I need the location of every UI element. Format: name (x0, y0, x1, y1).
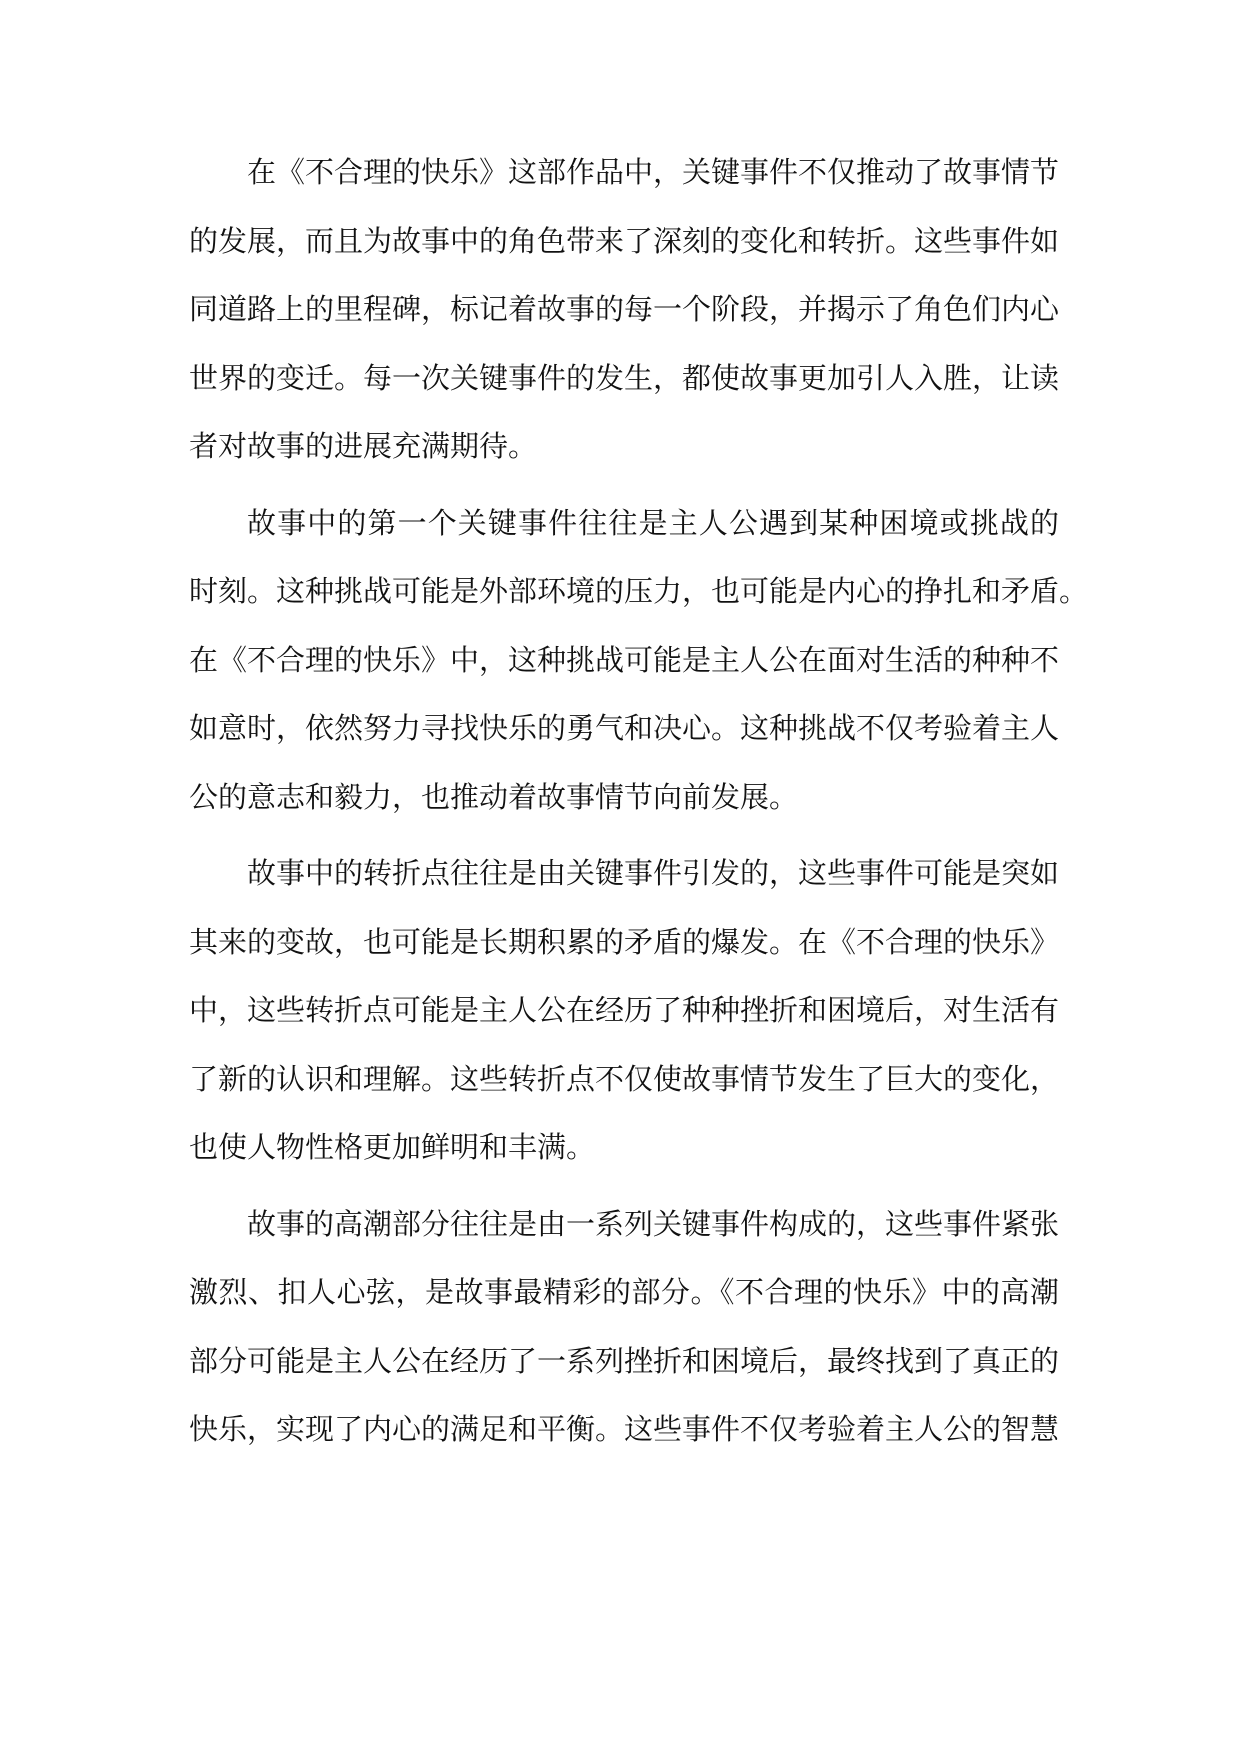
paragraph-2 (189, 495, 1089, 838)
text-line: 在《不合理的快乐》这部作品中，关键事件不仅推动了故事情节 (247, 155, 1060, 189)
text-line: 同道路上的里程碑，标记着故事的每一个阶段，并揭示了角色们内心 (189, 292, 1060, 326)
text-line: 故事中的第一个关键事件往往是主人公遇到某种困境或挑战的 (247, 505, 1059, 540)
text-line: 快乐，实现了内心的满足和平衡。这些事件不仅考验着主人公的智慧 (189, 1412, 1060, 1446)
text-line: 公的意志和毅力，也推动着故事情节向前发展。 (189, 779, 799, 814)
text-line: 了新的认识和理解。这些转折点不仅使故事情节发生了巨大的变化， (189, 1061, 1060, 1096)
text-line: 者对故事的进展充满期待。 (189, 429, 538, 463)
text-line: 如意时，依然努力寻找快乐的勇气和决心。这种挑战不仅考验着主人 (189, 711, 1060, 745)
paragraph-gap (189, 1188, 1059, 1196)
paragraph-gap (189, 837, 1059, 845)
text-line: 世界的变迁。每一次关键事件的发生，都使故事更加引人入胜，让读 (189, 360, 1060, 395)
body-text (189, 144, 1089, 1470)
text-line: 激烈、扣人心弦，是故事最精彩的部分。《不合理的快乐》中的高潮 (189, 1275, 1059, 1309)
paragraph-4 (189, 1196, 1059, 1470)
paragraph-1 (189, 144, 1059, 487)
text-line: 时刻。这种挑战可能是外部环境的压力，也可能是内心的挣扎和矛盾。 (189, 574, 1089, 608)
text-line: 中，这些转折点可能是主人公在经历了种种挫折和困境后，对生活有 (189, 993, 1060, 1027)
paragraph-3 (189, 845, 1059, 1188)
text-line: 故事的高潮部分往往是由一系列关键事件构成的，这些事件紧张 (247, 1206, 1060, 1241)
text-line: 也使人物性格更加鲜明和丰满。 (189, 1130, 596, 1164)
text-line: 部分可能是主人公在经历了一系列挫折和困境后，最终找到了真正的 (189, 1343, 1060, 1378)
text-line: 在《不合理的快乐》中，这种挑战可能是主人公在面对生活的种种不 (189, 642, 1060, 677)
paragraph-gap (189, 487, 1059, 495)
text-line: 故事中的转折点往往是由关键事件引发的，这些事件可能是突如 (247, 856, 1060, 890)
text-line: 的发展，而且为故事中的角色带来了深刻的变化和转折。这些事件如 (189, 223, 1060, 258)
text-line: 其来的变故，也可能是长期积累的矛盾的爆发。在《不合理的快乐》 (189, 924, 1060, 959)
